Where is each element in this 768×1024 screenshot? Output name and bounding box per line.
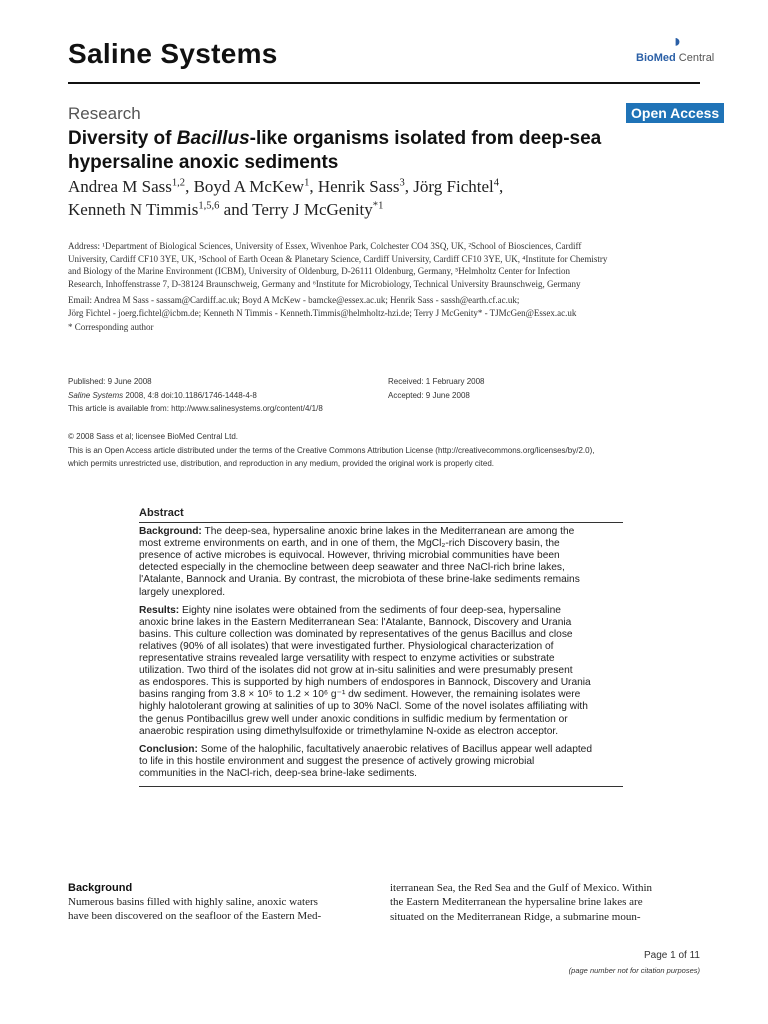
license-line[interactable]: This is an Open Access article distributed under the terms of the Creative Commons Attribution License (http://creativecommons.org/licenses/by/2.0), [68,445,595,455]
email-line[interactable]: Jörg Fichtel - joerg.fichtel@icbm.de; Kenneth N Timmis - Kenneth.Timmis@helmholtz-hzi.de; Terry J McGenity* - TJMcGen@Essex.ac.uk [68,307,577,318]
address-line: and Biology of the Marine Environment (ICBM), University of Oldenburg, D-26111 Oldenburg, Germany, ⁵Helmholtz Center for Infection [68,266,570,276]
abstract-line: basins. This culture collection was dominated by representatives of the genus Bacillus and close [139,628,573,640]
page-number: Page 1 of 11 [644,950,700,961]
page-number-note: (page number not for citation purposes) [568,966,700,975]
abstract-line: the genus Pontibacillus grew well under anoxic conditions in sulfidic medium by fermentation or [139,713,568,725]
abstract-text: Eighty nine isolates were obtained from the sediments of four deep-sea, hypersaline [182,604,561,616]
affiliations [68,240,700,290]
abstract-line: most extreme environments on earth, and in one of them, the MgCl₂-rich Discovery basin, the [139,538,560,550]
body-line: the Eastern Mediterranean the hypersaline brine lakes are [390,896,643,909]
author-line-2: Kenneth N Timmis$^{1,5,6}$ and Terry J McGenity$^{*1}$ [68,200,384,219]
abstract-line: communities in the NaCl-rich, deep-sea brine-lake sediments. [139,767,418,779]
section-heading-background: Background [68,882,133,894]
abstract-heading: Abstract [139,507,184,519]
logo-text [636,52,714,64]
abstract-line: relatives (90% of all isolates) that were investigated further. Physiological characterization of [139,640,554,652]
abstract-line: presence of active microbes is equivocal. However, thriving microbial communities have been [139,550,560,562]
author-name: Henrik Sass [317,177,400,196]
author-affiliation: 1,5,6 [198,200,220,212]
abstract-conclusion [139,744,623,780]
article-title [68,127,688,175]
abstract-line: utilization. Two third of the isolates did not grow at in-situ salinities and were presumably present [139,665,573,677]
abstract-line: representative strains revealed large versatility with respect to enzyme activities or substrate [139,653,555,665]
copyright-line: © 2008 Sass et al; licensee BioMed Central Ltd. [68,432,238,441]
email-line[interactable]: Email: Andrea M Sass - sassam@Cardiff.ac.uk; Boyd A McKew - bamcke@essex.ac.uk; Henrik Sass - sassh@earth.cf.ac.uk; [68,295,520,305]
abstract-text: Some of the halophilic, facultatively anaerobic relatives of Bacillus appear well adapted [200,743,593,755]
title-line-1 [68,127,688,151]
results-label: Results: [139,604,180,616]
abstract-background [139,526,623,599]
section-label: Research [68,104,141,123]
author-name: Jörg Fichtel [413,177,494,196]
open-access-badge: Open Access [626,103,724,123]
received-date: Received: 1 February 2008 [388,377,485,386]
publication-meta [68,375,323,416]
abstract-line: as endospores. This is supported by high numbers of endospores in Bannock, Discovery and Urania [139,677,591,689]
accepted-date: Accepted: 9 June 2008 [388,390,470,400]
body-line: situated on the Mediterranean Ridge, a submarine moun- [390,910,641,923]
abstract-line: l'Atalante, Bannock and Urania. By contrast, the microbiota of these brine-lake sediments remains [139,574,580,586]
citation-details: 2008, 4:8 doi:10.1186/1746-1448-4-8 [123,390,257,400]
title-line-2: hypersaline anoxic sediments [68,152,339,173]
email-list [68,294,700,319]
body-column-right [390,881,700,924]
author-name: Boyd A McKew [193,177,305,196]
address-line: Address: ¹Department of Biological Sciences, University of Essex, Wivenhoe Park, Colchester CO4 3SQ, UK, ²School of Biosciences, Cardiff [68,241,582,251]
author-affiliation: 1,2 [171,177,186,189]
citation [68,389,323,403]
author-name: Terry J McGenity [252,200,373,219]
abstract-line: highly halotolerant growing at salinities of up to 30% NaCl. Some of the novel isolates affiliating with [139,701,588,713]
biomed-arc-icon: ◗ [672,31,683,51]
author-name: Andrea M Sass [68,177,172,196]
license-notice [68,430,700,471]
abstract-line: largely unexplored. [139,586,226,598]
body-line: Numerous basins filled with highly saline, anoxic waters [68,896,318,908]
abstract-line: to life in this hostile environment and suggest the presence of actively growing microbial [139,755,535,767]
logo-text-central: Central [675,52,715,64]
journal-title: Saline Systems [68,38,278,69]
body-line: have been discovered on the seafloor of the Eastern Med- [68,910,322,923]
abstract-line: anaerobic respiration using dimethylsulfoxide or trimethylamine N-oxide as electron acceptor. [139,725,559,737]
abstract-line: basins ranging from 3.8 × 10⁵ to 1.2 × 10⁶ g⁻¹ dw sediment. However, the remaining isolates were [139,689,581,701]
logo-text-biomed: BioMed [636,52,676,64]
abstract-box [139,507,623,787]
background-label: Background: [139,526,202,538]
corresponding-author-note: * Corresponding author [68,322,154,332]
title-genus: Bacillus [176,128,250,149]
author-affiliation: 4 [493,177,499,189]
author-list [68,175,688,221]
abstract-divider [139,522,623,523]
address-line: University, Cardiff CF10 3YE, UK, ³School of Earth Ocean & Planetary Science, Cardiff University, Cardiff CF10 3YE, UK, ⁴Institute for Chemistry [68,253,608,264]
author-line-1: Andrea M Sass$^{1,2}$, Boyd A McKew$^1$, Henrik Sass$^3$, Jörg Fichtel$^4$, [68,177,504,196]
citation-journal: Saline Systems [68,390,124,400]
body-line: iterranean Sea, the Red Sea and the Gulf of Mexico. Within [390,882,653,894]
author-affiliation: 1 [304,177,310,189]
header-divider [68,82,700,84]
received-accepted [388,375,485,402]
abstract-text: The deep-sea, hypersaline anoxic brine lakes in the Mediterranean are among the [204,526,575,538]
license-line: which permits unrestricted use, distribution, and reproduction in any medium, provided the original work is properly cited. [68,459,494,468]
title-text: Diversity of [68,128,177,149]
abstract-line: detected especially in the chemocline between deep seawater and three NaCl-rich brine lakes, [139,562,565,574]
abstract-line [139,744,623,756]
title-text: -like organisms isolated from deep-sea [249,128,602,149]
author-affiliation: *1 [372,200,384,212]
abstract-divider [139,786,623,787]
abstract-line [139,605,623,617]
published-date: Published: 9 June 2008 [68,377,152,386]
author-affiliation: 3 [399,177,405,189]
article-url[interactable]: This article is available from: http://www.salinesystems.org/content/4/1/8 [68,404,323,413]
abstract-results [139,605,623,738]
author-name: Kenneth N Timmis [68,200,199,219]
conclusion-label: Conclusion: [139,743,198,755]
address-line: Research, Inhoffenstrasse 7, D-38124 Braunschweig, Germany and ⁶Institute for Microbiology, Technical University Braunschweig, Germany [68,278,581,289]
body-column-left [68,895,368,924]
abstract-line [139,526,623,538]
abstract-line: anoxic brine lakes in the Eastern Mediterranean Sea: l'Atalante, Bannock, Discovery and Urania [139,616,572,628]
biomed-central-logo[interactable] [636,31,715,68]
